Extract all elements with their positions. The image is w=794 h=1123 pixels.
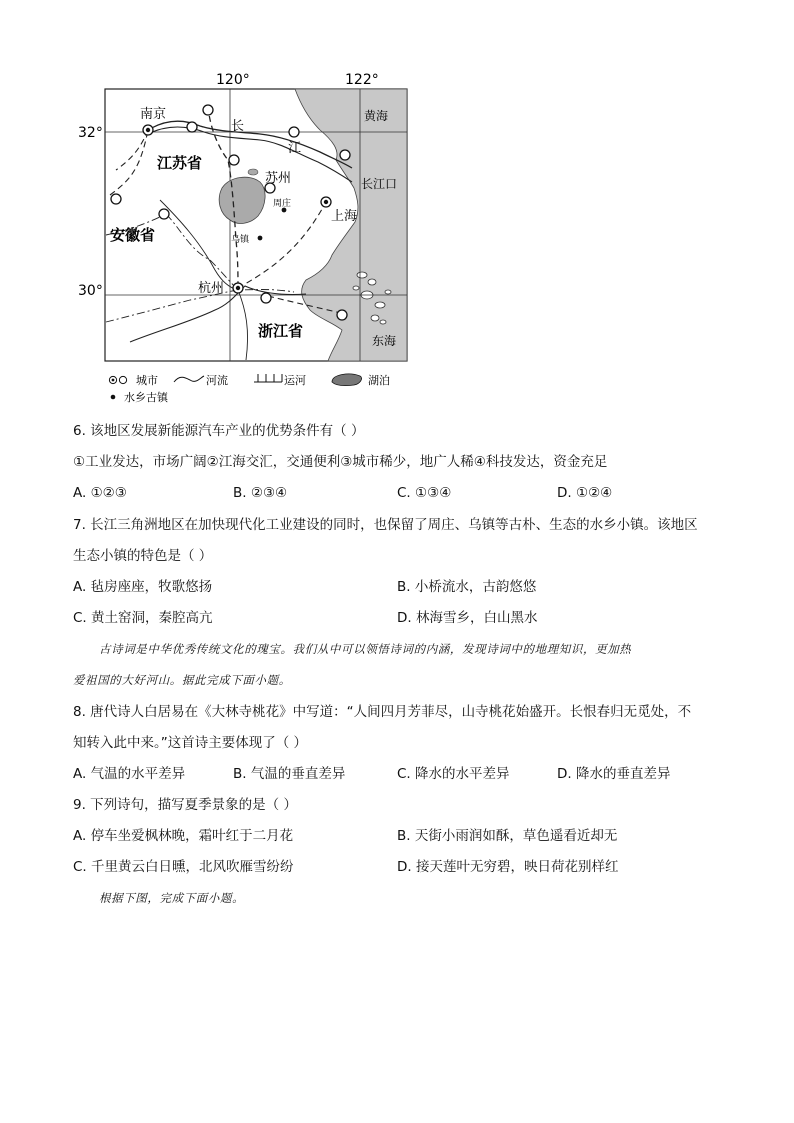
question-8-option-a[interactable]: A. 气温的水平差异: [73, 766, 186, 782]
question-8-option-c[interactable]: C. 降水的水平差异: [397, 766, 510, 782]
legend-canal-icon: [254, 374, 282, 382]
question-9-option-c[interactable]: C. 千里黄云白日曛，北风吹雁雪纷纷: [73, 859, 294, 875]
question-9-option-d[interactable]: D. 接天莲叶无穷碧，映日荷花别样红: [397, 859, 619, 875]
question-7-option-b[interactable]: B. 小桥流水，古韵悠悠: [397, 579, 537, 595]
legend-town-icon: [111, 395, 116, 400]
question-8-stem: 8. 唐代诗人白居易在《大林寺桃花》中写道：“人间四月芳菲尽，山寺桃花始盛开。长恨春归无觅处，不: [73, 704, 692, 720]
legend-lake-icon: [332, 374, 362, 386]
legend-city-label: 城市: [136, 374, 158, 387]
poetry-intro-line2: 爱祖国的大好河山。据此完成下面小题。: [73, 673, 291, 687]
nanjing-dot: [146, 128, 150, 132]
lat-label-30: 30°: [78, 283, 103, 299]
label-anhui: 安徽省: [110, 226, 156, 244]
legend-canal-label: 运河: [284, 374, 306, 387]
map-intro: 根据下图，完成下面小题。: [99, 891, 245, 905]
question-9-option-b[interactable]: B. 天街小雨润如酥，草色遥看近却无: [397, 828, 618, 844]
label-jiang: 江: [288, 141, 302, 156]
legend-river-icon: [174, 376, 204, 382]
question-9-stem: 9. 下列诗句，描写夏季景象的是（ ）: [73, 797, 297, 813]
label-wuzhen: 乌镇: [231, 235, 250, 245]
legend-river-label: 河流: [206, 374, 228, 387]
legend-city-icon-hollow: [119, 376, 126, 383]
label-shanghai: 上海: [331, 209, 358, 224]
wuzhen-dot: [258, 236, 263, 241]
question-7-option-a[interactable]: A. 毡房座座，牧歌悠扬: [73, 579, 213, 595]
question-6-option-b[interactable]: B. ②③④: [233, 485, 288, 501]
question-6-stem: 6. 该地区发展新能源汽车产业的优势条件有（ ）: [73, 423, 365, 439]
lon-label-120: 120°: [216, 72, 250, 88]
lat-label-32: 32°: [78, 125, 103, 141]
question-6-option-c[interactable]: C. ①③④: [397, 485, 452, 501]
question-8-option-d[interactable]: D. 降水的垂直差异: [557, 766, 671, 782]
label-hangzhou: 杭州: [198, 281, 225, 296]
label-nanjing: 南京: [140, 107, 167, 122]
poetry-intro-line1: 古诗词是中华优秀传统文化的瑰宝。我们从中可以领悟诗词的内涵，发现诗词中的地理知识，更加热: [99, 642, 632, 656]
question-7-option-c[interactable]: C. 黄土窑洞，秦腔高亢: [73, 610, 213, 626]
hangzhou-dot: [236, 286, 240, 290]
label-suzhou: 苏州: [265, 171, 292, 186]
question-7-stem: 7. 长江三角洲地区在加快现代化工业建设的同时，也保留了周庄、乌镇等古朴、生态的水乡小镇。该地区: [73, 517, 698, 533]
label-huanghai: 黄海: [364, 109, 389, 123]
shanghai-dot: [324, 200, 328, 204]
question-6-option-a[interactable]: A. ①②③: [73, 485, 127, 501]
label-zhejiang: 浙江省: [258, 322, 304, 340]
question-8-stem-line2: 知转入此中来。”这首诗主要体现了（ ）: [73, 735, 308, 751]
question-6-statements: ①工业发达，市场广阔②江海交汇，交通便利③城市稀少，地广人稀④科技发达，资金充足: [73, 454, 608, 470]
label-donghai: 东海: [372, 334, 397, 348]
lon-label-122: 122°: [345, 72, 379, 88]
label-jiangsu: 江苏省: [157, 154, 203, 172]
question-6-option-d[interactable]: D. ①②④: [557, 485, 613, 501]
small-lake: [248, 169, 258, 175]
legend-lake-label: 湖泊: [368, 374, 390, 387]
label-changjiangkou: 长江口: [361, 177, 398, 191]
label-zhouzhuang: 周庄: [273, 199, 292, 209]
question-7-stem-line2: 生态小镇的特色是（ ）: [73, 548, 213, 564]
legend-town-label: 水乡古镇: [124, 391, 168, 404]
label-chang: 长: [231, 119, 245, 134]
question-7-option-d[interactable]: D. 林海雪乡，白山黑水: [397, 610, 538, 626]
question-8-option-b[interactable]: B. 气温的垂直差异: [233, 766, 346, 782]
map-legend: [109, 373, 390, 404]
yangtze-delta-map: [70, 60, 430, 410]
question-9-option-a[interactable]: A. 停车坐爱枫林晚，霜叶红于二月花: [73, 828, 294, 844]
